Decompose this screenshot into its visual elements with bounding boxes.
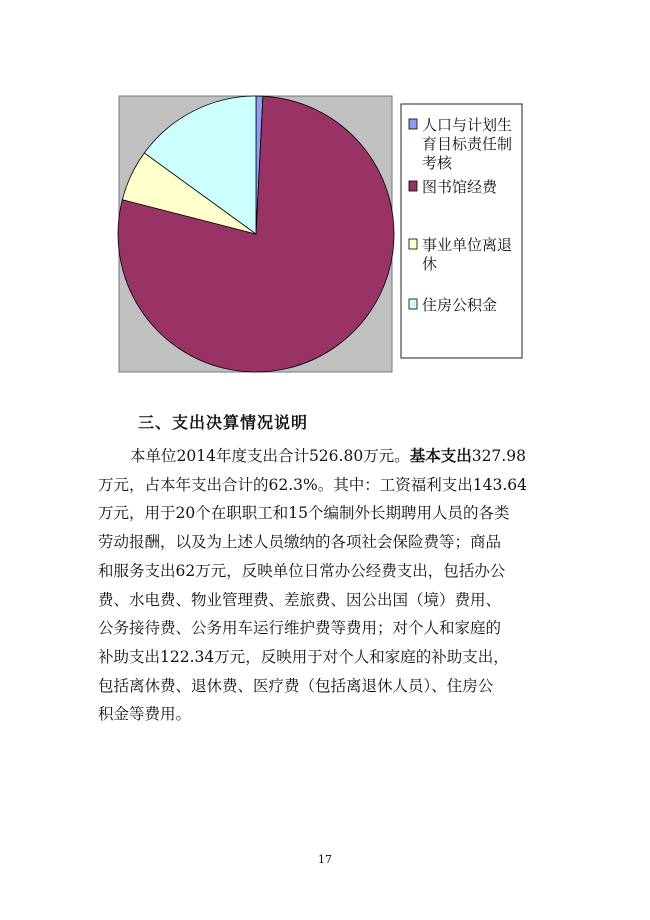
legend-label-0-2: 考核 [422, 154, 453, 172]
pie-chart-svg [0, 0, 650, 380]
body-line-3 [98, 528, 558, 557]
legend-swatch-1 [409, 181, 417, 191]
body-line-8-part-0: 包括离休费、退休费、医疗费（包括离退休人员）、住房公 [98, 676, 494, 695]
body-line-9-part-0: 积金等费用。 [98, 705, 192, 724]
section-heading: 三、支出决算情况说明 [138, 413, 309, 432]
body-line-4-part-0: 和服务支出62万元，反映单位日常办公经费支出，包括办公 [98, 561, 506, 580]
body-line-1 [98, 471, 558, 500]
body-line-3-part-0: 劳动报酬，以及为上述人员缴纳的各项社会保险费等；商品 [98, 533, 502, 552]
legend-label-1-0: 图书馆经费 [422, 178, 498, 196]
legend-label-2-1: 休 [422, 255, 438, 273]
page-number: 17 [318, 853, 332, 866]
body-line-5 [98, 586, 558, 615]
body-line-7 [98, 643, 558, 672]
body-line-6-part-0: 公务接待费、公务用车运行维护费等费用；对个人和家庭的 [98, 619, 502, 638]
legend-label-2-0: 事业单位离退 [422, 236, 513, 254]
legend-label-0-1: 育目标责任制 [422, 135, 513, 153]
legend-swatch-2 [409, 239, 417, 249]
body-line-6 [98, 614, 558, 643]
body-paragraph [98, 442, 558, 729]
body-line-0-part-0: 本单位2014年度支出合计526.80万元。 [130, 447, 410, 465]
body-line-5-part-0: 费、水电费、物业管理费、差旅费、因公出国（境）费用、 [98, 590, 502, 609]
body-line-8 [98, 672, 558, 701]
body-line-4 [98, 557, 558, 586]
legend-swatch-0 [409, 119, 417, 129]
body-line-7-part-0: 补助支出122.34万元，反映用于对个人和家庭的补助支出， [98, 647, 509, 666]
legend-label-3-0: 住房公积金 [422, 296, 498, 314]
legend-label-0-0: 人口与计划生 [422, 116, 513, 134]
body-line-0 [98, 442, 558, 471]
body-line-1-part-0: 万元，占本年支出合计的62.3%。其中：工资福利支出143.64 [98, 475, 527, 494]
body-line-0-part-2: 327.98 [471, 447, 526, 465]
body-line-0-part-1: 基本支出 [409, 446, 472, 465]
body-line-9 [98, 700, 558, 729]
pie-slices [118, 96, 394, 372]
pie-chart [0, 0, 650, 380]
body-line-2 [98, 499, 558, 528]
legend-swatch-3 [409, 299, 417, 309]
body-line-2-part-0: 万元，用于20个在职职工和15个编制外长期聘用人员的各类 [98, 504, 510, 523]
